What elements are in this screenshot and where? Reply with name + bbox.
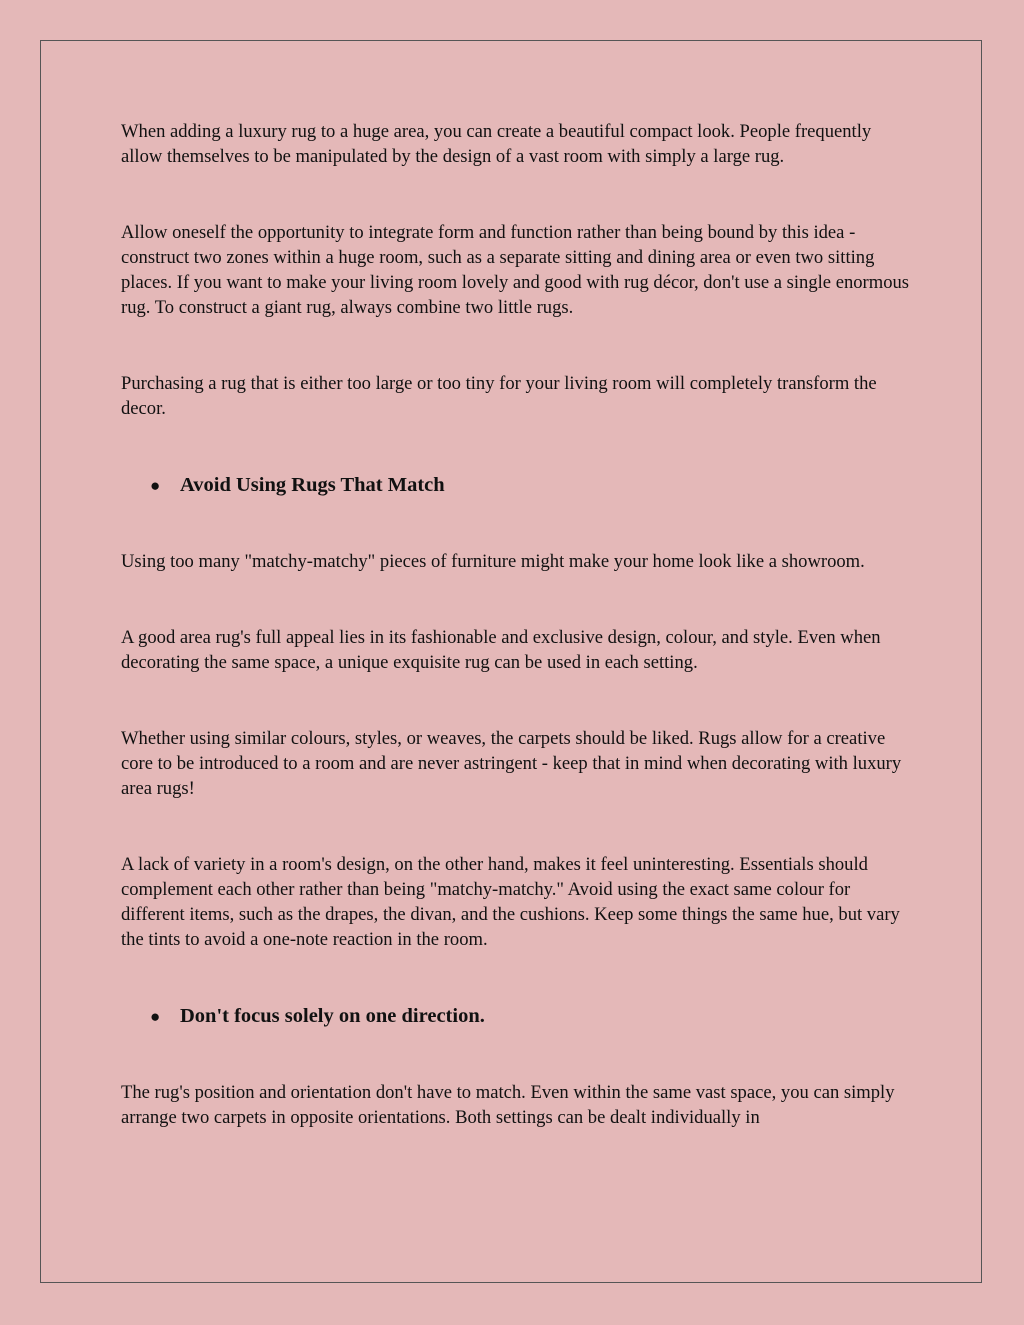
paragraph-luxury-rug-huge-area: When adding a luxury rug to a huge area, you can create a beautiful compact look. People frequently allow themselves to be manipulated by the design of a vast room with simply a large rug.	[121, 121, 872, 167]
bullet-heading-direction	[121, 1004, 911, 1029]
paragraph-rug-orientation: The rug's position and orientation don't have to match. Even within the same vast space, you can simply arrange two carpets in opposite orientations. Both settings can be dealt individually in	[121, 1082, 895, 1128]
heading-text: Avoid Using Rugs That Match	[180, 474, 445, 496]
paragraph-similar-colours: Whether using similar colours, styles, or weaves, the carpets should be liked. Rugs allow for a creative core to be introduced to a room and are never astringent - keep that in mind when decorating with luxury area rugs!	[121, 728, 902, 799]
paragraph-rug-size: Purchasing a rug that is either too large or too tiny for your living room will completely transform the decor.	[121, 373, 877, 419]
document-body	[121, 119, 911, 1130]
bullet-heading-avoid-matching-rugs	[121, 473, 911, 498]
paragraph-lack-of-variety: A lack of variety in a room's design, on the other hand, makes it feel uninteresting. Essentials should complement each other rather than being "matchy-matchy." Avoid using the exact same colour for different items, such as the drapes, the divan, and the cushions. Keep some things the same hue, but vary the tints to avoid a one-note reaction in the room.	[121, 854, 900, 950]
paragraph-two-zones: Allow oneself the opportunity to integrate form and function rather than being bound by this idea - construct two zones within a huge room, such as a separate sitting and dining area or even two sitting places. If you want to make your living room lovely and good with rug décor, don't use a single enormous rug. To construct a giant rug, always combine two little rugs.	[121, 222, 910, 318]
paragraph-area-rug-appeal: A good area rug's full appeal lies in its fashionable and exclusive design, colour, and style. Even when decorating the same space, a unique exquisite rug can be used in each setting.	[121, 627, 881, 673]
bullet-icon: ●	[150, 1007, 161, 1026]
paragraph-matchy-furniture: Using too many "matchy-matchy" pieces of furniture might make your home look like a showroom.	[121, 551, 865, 572]
bullet-icon: ●	[150, 476, 161, 495]
heading-text: Don't focus solely on one direction.	[180, 1005, 485, 1027]
